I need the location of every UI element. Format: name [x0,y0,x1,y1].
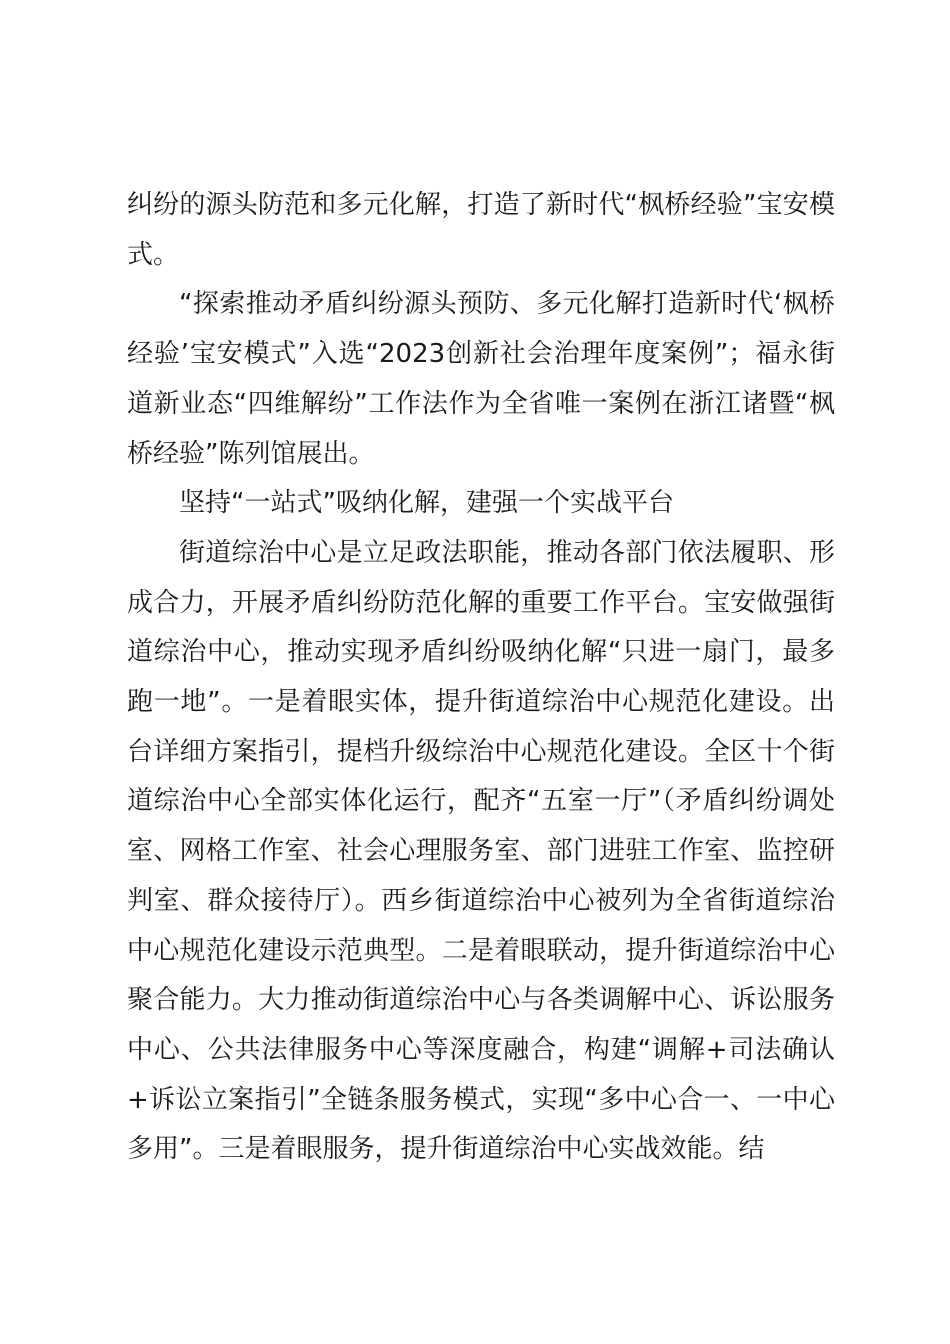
body-text [127,181,835,1175]
section-heading: 坚持“一站式”吸纳化解，建强一个实战平台 [179,488,674,519]
paragraph-case-selection: “探索推动矛盾纠纷源头预防、多元化解打造新时代‘枫桥经验’宝安模式”入选“2023创新社会治理年度案例”；福永街道新业态“四维解纷”工作法作为全省唯一案例在浙江诸暨“枫桥经验”陈列馆展出。 [127,289,835,469]
paragraph-continuation: 纠纷的源头防范和多元化解，打造了新时代“枫桥经验”宝安模式。 [127,190,835,270]
paragraph-comprehensive-center: 街道综治中心是立足政法职能，推动各部门依法履职、形成合力，开展矛盾纠纷防范化解的重要工作平台。宝安做强街道综治中心，推动实现矛盾纠纷吸纳化解“只进一扇门，最多跑一地”。一是着眼实体，提升街道综治中心规范化建设。出台详细方案指引，提档升级综治中心规范化建设。全区十个街道综治中心全部实体化运行，配齐“五室一厅”（矛盾纠纷调处室、网格工作室、社会心理服务室、部门进驻工作室、监控研判室、群众接待厅）。西乡街道综治中心被列为全省街道综治中心规范化建设示范典型。二是着眼联动，提升街道综治中心聚合能力。大力推动街道综治中心与各类调解中心、诉讼服务中心、公共法律服务中心等深度融合，构建“调解+司法确认+诉讼立案指引”全链条服务模式，实现“多中心合一、一中心多用”。三是着眼服务，提升街道综治中心实战效能。结 [127,537,835,1165]
